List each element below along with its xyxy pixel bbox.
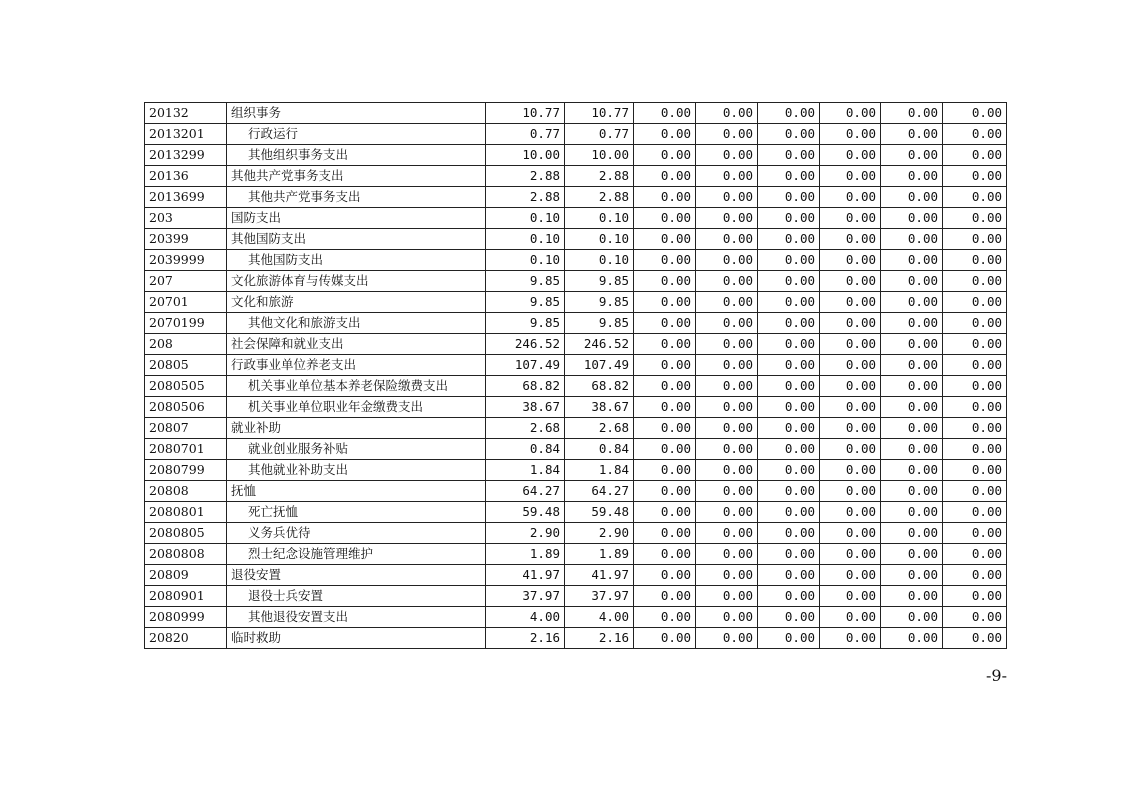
amount-cell: 41.97 [565,565,634,586]
amount-cell: 0.00 [943,607,1007,628]
amount-cell: 0.00 [634,523,696,544]
amount-cell: 0.00 [634,250,696,271]
amount-cell: 2.90 [486,523,565,544]
amount-cell: 68.82 [486,376,565,397]
account-code-cell: 2039999 [145,250,227,271]
amount-cell: 0.00 [943,334,1007,355]
table-row [145,355,1007,376]
amount-cell: 0.00 [758,145,820,166]
amount-cell: 0.00 [758,313,820,334]
account-code-cell: 2080808 [145,544,227,565]
amount-cell: 0.00 [943,376,1007,397]
account-code-cell: 20820 [145,628,227,649]
amount-cell: 0.00 [634,313,696,334]
amount-cell: 0.00 [881,607,943,628]
table-row [145,187,1007,208]
amount-cell: 0.00 [820,418,881,439]
amount-cell: 0.00 [943,544,1007,565]
amount-cell: 0.00 [696,397,758,418]
account-code-cell: 203 [145,208,227,229]
account-name-cell: 行政事业单位养老支出 [227,355,486,376]
amount-cell: 0.00 [634,397,696,418]
amount-cell: 0.00 [696,628,758,649]
amount-cell: 0.00 [881,439,943,460]
account-name-cell: 社会保障和就业支出 [227,334,486,355]
amount-cell: 0.00 [634,229,696,250]
amount-cell: 10.77 [486,103,565,124]
amount-cell: 0.00 [943,229,1007,250]
amount-cell: 0.00 [634,355,696,376]
amount-cell: 0.00 [696,313,758,334]
amount-cell: 0.84 [565,439,634,460]
amount-cell: 0.00 [758,355,820,376]
amount-cell: 2.88 [486,166,565,187]
account-code-cell: 2080999 [145,607,227,628]
amount-cell: 0.00 [758,397,820,418]
account-code-cell: 20132 [145,103,227,124]
amount-cell: 0.00 [881,586,943,607]
amount-cell: 0.00 [696,229,758,250]
amount-cell: 0.00 [758,187,820,208]
account-name-cell: 其他国防支出 [227,229,486,250]
amount-cell: 0.00 [634,439,696,460]
amount-cell: 0.00 [820,376,881,397]
amount-cell: 0.00 [696,502,758,523]
amount-cell: 0.84 [486,439,565,460]
amount-cell: 0.00 [943,271,1007,292]
account-code-cell: 20399 [145,229,227,250]
amount-cell: 0.00 [758,439,820,460]
table-row [145,460,1007,481]
amount-cell: 0.00 [881,460,943,481]
amount-cell: 0.00 [634,607,696,628]
amount-cell: 246.52 [486,334,565,355]
table-row [145,628,1007,649]
amount-cell: 38.67 [565,397,634,418]
amount-cell: 0.00 [634,103,696,124]
amount-cell: 0.00 [943,481,1007,502]
account-code-cell: 2013201 [145,124,227,145]
amount-cell: 0.00 [758,607,820,628]
amount-cell: 0.00 [696,439,758,460]
amount-cell: 246.52 [565,334,634,355]
amount-cell: 10.00 [565,145,634,166]
amount-cell: 0.00 [820,502,881,523]
amount-cell: 0.00 [634,145,696,166]
amount-cell: 0.77 [565,124,634,145]
amount-cell: 2.68 [565,418,634,439]
account-code-cell: 20805 [145,355,227,376]
amount-cell: 0.77 [486,124,565,145]
amount-cell: 0.00 [943,523,1007,544]
amount-cell: 0.00 [881,250,943,271]
amount-cell: 107.49 [565,355,634,376]
account-name-cell: 其他国防支出 [227,250,486,271]
amount-cell: 0.00 [881,271,943,292]
amount-cell: 0.00 [634,418,696,439]
amount-cell: 0.00 [634,586,696,607]
amount-cell: 0.00 [881,145,943,166]
amount-cell: 0.00 [758,628,820,649]
amount-cell: 1.89 [565,544,634,565]
amount-cell: 0.00 [634,187,696,208]
amount-cell: 38.67 [486,397,565,418]
amount-cell: 2.88 [565,187,634,208]
account-name-cell: 其他共产党事务支出 [227,166,486,187]
table-row [145,271,1007,292]
amount-cell: 68.82 [565,376,634,397]
account-name-cell: 组织事务 [227,103,486,124]
amount-cell: 0.00 [943,502,1007,523]
account-code-cell: 207 [145,271,227,292]
table-row [145,250,1007,271]
table-row [145,502,1007,523]
table-row [145,376,1007,397]
amount-cell: 0.00 [696,586,758,607]
amount-cell: 0.00 [696,544,758,565]
amount-cell: 0.00 [943,313,1007,334]
amount-cell: 0.00 [758,502,820,523]
account-name-cell: 其他就业补助支出 [227,460,486,481]
table-row [145,481,1007,502]
account-name-cell: 抚恤 [227,481,486,502]
account-name-cell: 义务兵优待 [227,523,486,544]
account-code-cell: 208 [145,334,227,355]
account-name-cell: 退役士兵安置 [227,586,486,607]
amount-cell: 0.00 [943,250,1007,271]
amount-cell: 0.00 [696,565,758,586]
amount-cell: 0.00 [881,397,943,418]
amount-cell: 0.00 [634,460,696,481]
amount-cell: 0.10 [565,250,634,271]
account-name-cell: 就业补助 [227,418,486,439]
amount-cell: 0.00 [881,355,943,376]
amount-cell: 0.00 [881,376,943,397]
amount-cell: 0.00 [696,292,758,313]
table-row [145,586,1007,607]
account-name-cell: 文化旅游体育与传媒支出 [227,271,486,292]
amount-cell: 0.00 [696,145,758,166]
amount-cell: 0.00 [943,355,1007,376]
amount-cell: 0.00 [820,313,881,334]
amount-cell: 2.88 [486,187,565,208]
amount-cell: 0.00 [758,376,820,397]
amount-cell: 9.85 [565,271,634,292]
amount-cell: 0.00 [943,460,1007,481]
amount-cell: 0.00 [758,544,820,565]
amount-cell: 59.48 [486,502,565,523]
account-code-cell: 2080901 [145,586,227,607]
amount-cell: 0.00 [758,103,820,124]
account-code-cell: 20809 [145,565,227,586]
amount-cell: 9.85 [486,292,565,313]
amount-cell: 0.00 [820,208,881,229]
amount-cell: 2.90 [565,523,634,544]
amount-cell: 0.00 [696,418,758,439]
amount-cell: 0.00 [820,586,881,607]
amount-cell: 64.27 [565,481,634,502]
amount-cell: 0.00 [820,565,881,586]
amount-cell: 0.00 [758,481,820,502]
account-name-cell: 临时救助 [227,628,486,649]
account-name-cell: 死亡抚恤 [227,502,486,523]
amount-cell: 0.00 [881,523,943,544]
amount-cell: 0.00 [881,628,943,649]
amount-cell: 1.89 [486,544,565,565]
amount-cell: 0.00 [820,271,881,292]
amount-cell: 0.10 [486,208,565,229]
table-row [145,124,1007,145]
account-code-cell: 20808 [145,481,227,502]
amount-cell: 1.84 [486,460,565,481]
amount-cell: 0.00 [758,124,820,145]
amount-cell: 0.00 [820,292,881,313]
amount-cell: 0.00 [820,544,881,565]
amount-cell: 0.00 [758,229,820,250]
account-code-cell: 20701 [145,292,227,313]
amount-cell: 0.00 [758,292,820,313]
table-row [145,229,1007,250]
account-name-cell: 其他组织事务支出 [227,145,486,166]
amount-cell: 0.10 [486,229,565,250]
table-row [145,418,1007,439]
amount-cell: 0.00 [881,208,943,229]
amount-cell: 0.00 [758,208,820,229]
amount-cell: 10.00 [486,145,565,166]
amount-cell: 0.00 [881,187,943,208]
amount-cell: 0.00 [634,565,696,586]
amount-cell: 0.00 [943,187,1007,208]
amount-cell: 0.00 [820,334,881,355]
amount-cell: 0.00 [758,586,820,607]
amount-cell: 0.00 [696,334,758,355]
account-code-cell: 2080805 [145,523,227,544]
account-code-cell: 20807 [145,418,227,439]
account-code-cell: 2080506 [145,397,227,418]
amount-cell: 37.97 [565,586,634,607]
account-code-cell: 20136 [145,166,227,187]
amount-cell: 0.00 [881,124,943,145]
table-row [145,544,1007,565]
account-code-cell: 2013299 [145,145,227,166]
amount-cell: 0.00 [696,271,758,292]
amount-cell: 107.49 [486,355,565,376]
amount-cell: 0.00 [696,187,758,208]
amount-cell: 0.10 [565,229,634,250]
amount-cell: 9.85 [565,292,634,313]
amount-cell: 0.00 [634,271,696,292]
amount-cell: 0.00 [758,460,820,481]
amount-cell: 0.00 [820,481,881,502]
amount-cell: 0.00 [943,166,1007,187]
amount-cell: 0.00 [881,565,943,586]
amount-cell: 0.00 [634,376,696,397]
amount-cell: 64.27 [486,481,565,502]
amount-cell: 0.10 [565,208,634,229]
amount-cell: 37.97 [486,586,565,607]
amount-cell: 2.88 [565,166,634,187]
account-name-cell: 就业创业服务补贴 [227,439,486,460]
table-row [145,208,1007,229]
amount-cell: 0.00 [634,481,696,502]
account-name-cell: 其他文化和旅游支出 [227,313,486,334]
table-row [145,313,1007,334]
amount-cell: 0.00 [820,145,881,166]
amount-cell: 0.00 [820,628,881,649]
amount-cell: 0.00 [820,460,881,481]
account-code-cell: 2080505 [145,376,227,397]
amount-cell: 0.00 [634,292,696,313]
amount-cell: 0.00 [696,166,758,187]
amount-cell: 59.48 [565,502,634,523]
amount-cell: 0.00 [820,355,881,376]
amount-cell: 4.00 [486,607,565,628]
account-name-cell: 烈士纪念设施管理维护 [227,544,486,565]
amount-cell: 0.00 [820,103,881,124]
amount-cell: 0.00 [758,523,820,544]
amount-cell: 9.85 [486,313,565,334]
table-body [145,103,1007,649]
table-row [145,166,1007,187]
table-row [145,565,1007,586]
amount-cell: 0.00 [696,208,758,229]
account-name-cell: 文化和旅游 [227,292,486,313]
amount-cell: 0.00 [758,565,820,586]
amount-cell: 9.85 [486,271,565,292]
amount-cell: 0.00 [943,103,1007,124]
amount-cell: 0.00 [820,166,881,187]
amount-cell: 0.00 [758,250,820,271]
amount-cell: 0.00 [696,460,758,481]
amount-cell: 0.00 [943,439,1007,460]
amount-cell: 41.97 [486,565,565,586]
account-name-cell: 行政运行 [227,124,486,145]
amount-cell: 0.00 [696,376,758,397]
amount-cell: 0.00 [634,502,696,523]
amount-cell: 0.00 [820,187,881,208]
amount-cell: 0.00 [820,523,881,544]
table-row [145,145,1007,166]
amount-cell: 0.00 [943,586,1007,607]
amount-cell: 0.00 [820,397,881,418]
table-row [145,103,1007,124]
amount-cell: 0.00 [943,418,1007,439]
amount-cell: 0.00 [696,250,758,271]
account-name-cell: 国防支出 [227,208,486,229]
amount-cell: 10.77 [565,103,634,124]
amount-cell: 0.00 [943,628,1007,649]
amount-cell: 0.00 [881,166,943,187]
table-row [145,607,1007,628]
amount-cell: 0.00 [634,208,696,229]
account-name-cell: 机关事业单位职业年金缴费支出 [227,397,486,418]
amount-cell: 0.00 [696,481,758,502]
amount-cell: 0.00 [634,628,696,649]
account-code-cell: 2070199 [145,313,227,334]
amount-cell: 4.00 [565,607,634,628]
account-code-cell: 2013699 [145,187,227,208]
amount-cell: 9.85 [565,313,634,334]
amount-cell: 0.00 [820,229,881,250]
amount-cell: 0.00 [820,250,881,271]
table-row [145,292,1007,313]
amount-cell: 0.00 [758,334,820,355]
amount-cell: 0.00 [696,124,758,145]
amount-cell: 0.00 [820,607,881,628]
amount-cell: 0.00 [634,166,696,187]
amount-cell: 0.00 [943,292,1007,313]
amount-cell: 0.10 [486,250,565,271]
amount-cell: 0.00 [943,397,1007,418]
amount-cell: 0.00 [634,124,696,145]
amount-cell: 1.84 [565,460,634,481]
amount-cell: 0.00 [943,208,1007,229]
account-code-cell: 2080799 [145,460,227,481]
account-name-cell: 其他共产党事务支出 [227,187,486,208]
account-code-cell: 2080701 [145,439,227,460]
amount-cell: 0.00 [696,607,758,628]
amount-cell: 0.00 [881,481,943,502]
amount-cell: 0.00 [881,292,943,313]
amount-cell: 0.00 [881,502,943,523]
amount-cell: 0.00 [634,334,696,355]
amount-cell: 0.00 [943,124,1007,145]
amount-cell: 0.00 [881,544,943,565]
amount-cell: 0.00 [943,145,1007,166]
amount-cell: 0.00 [820,439,881,460]
amount-cell: 2.68 [486,418,565,439]
account-name-cell: 退役安置 [227,565,486,586]
amount-cell: 2.16 [486,628,565,649]
account-name-cell: 其他退役安置支出 [227,607,486,628]
account-code-cell: 2080801 [145,502,227,523]
amount-cell: 0.00 [696,523,758,544]
amount-cell: 0.00 [696,103,758,124]
budget-table [144,102,1007,649]
amount-cell: 0.00 [943,565,1007,586]
amount-cell: 0.00 [881,103,943,124]
amount-cell: 0.00 [758,166,820,187]
amount-cell: 0.00 [758,271,820,292]
amount-cell: 2.16 [565,628,634,649]
table-row [145,334,1007,355]
amount-cell: 0.00 [758,418,820,439]
amount-cell: 0.00 [696,355,758,376]
amount-cell: 0.00 [634,544,696,565]
account-name-cell: 机关事业单位基本养老保险缴费支出 [227,376,486,397]
amount-cell: 0.00 [881,334,943,355]
amount-cell: 0.00 [881,418,943,439]
table-row [145,439,1007,460]
table-row [145,523,1007,544]
amount-cell: 0.00 [881,229,943,250]
page-number: -9- [986,666,1007,685]
table-row [145,397,1007,418]
amount-cell: 0.00 [881,313,943,334]
amount-cell: 0.00 [820,124,881,145]
